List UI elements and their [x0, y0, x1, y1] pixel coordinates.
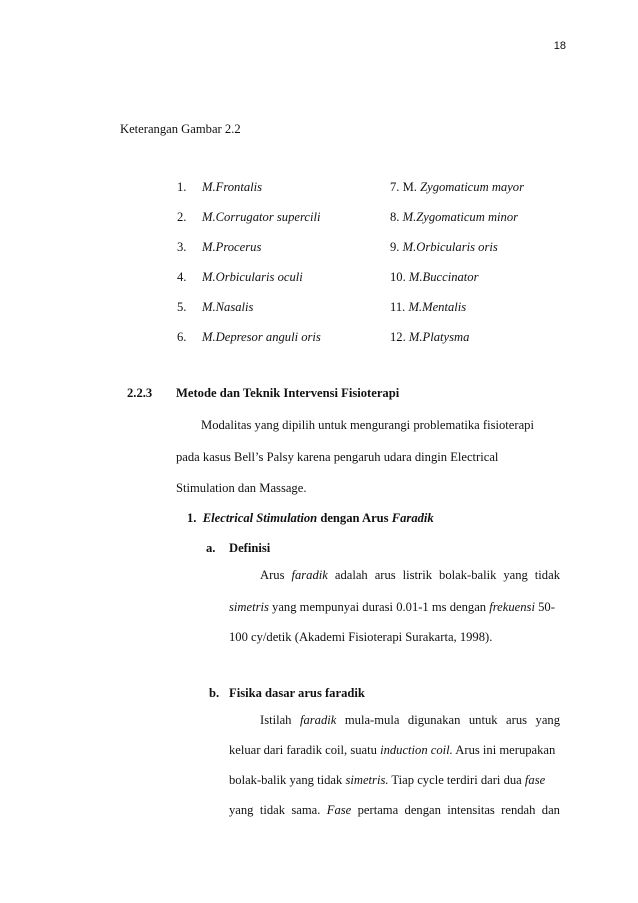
list-item-number: 1.: [177, 180, 187, 194]
paragraph-line: bolak-balik yang tidak simetris. Tiap cycle terdiri dari dua fase: [229, 773, 546, 787]
subsection-title-italic2: Faradik: [391, 511, 434, 525]
subsection-title-italic: Electrical Stimulation: [202, 511, 318, 525]
list-item-number: 9.: [390, 240, 400, 254]
paragraph-line: Stimulation dan Massage.: [176, 481, 307, 495]
list-item: M.Orbicularis oris: [402, 240, 498, 254]
item-label: a.: [206, 541, 216, 555]
section-number: 2.2.3: [127, 386, 153, 400]
list-item: M.Mentalis: [408, 300, 467, 314]
list-item: M.Corrugator supercili: [202, 210, 321, 224]
list-item-number: 12.: [390, 330, 406, 344]
list-item: M.Platysma: [408, 330, 470, 344]
list-item-number: 11.: [390, 300, 406, 314]
list-item-number: 8.: [390, 210, 400, 224]
subsection-title-text: dengan Arus: [317, 511, 392, 525]
list-item: M.Buccinator: [408, 270, 479, 284]
list-item-number: 10.: [390, 270, 406, 284]
list-item: M.Procerus: [202, 240, 262, 254]
list-item-number: 3.: [177, 240, 187, 254]
paragraph-line: Arus faradik adalah arus listrik bolak-balik yang tidak: [260, 568, 560, 582]
section-title: Metode dan Teknik Intervensi Fisioterapi: [176, 386, 400, 400]
subsection-heading: [187, 511, 434, 526]
list-item-number: 7. M.: [390, 180, 417, 194]
paragraph-line: simetris yang mempunyai durasi 0.01-1 ms dengan frekuensi 50-: [229, 600, 555, 614]
page-number: 18: [553, 40, 566, 52]
list-item-number: 5.: [177, 300, 187, 314]
item-title: Fisika dasar arus faradik: [229, 686, 365, 700]
paragraph-line: Istilah faradik mula-mula digunakan untuk arus yang: [260, 713, 560, 727]
list-item: M.Nasalis: [202, 300, 254, 314]
paragraph-line: Modalitas yang dipilih untuk mengurangi problematika fisioterapi: [201, 418, 534, 432]
item-title: Definisi: [229, 541, 271, 555]
paragraph-line: pada kasus Bell’s Palsy karena pengaruh udara dingin Electrical: [176, 450, 499, 464]
list-item-number: 4.: [177, 270, 187, 284]
list-item: M.Depresor anguli oris: [202, 330, 321, 344]
paragraph-line: keluar dari faradik coil, suatu induction coil. Arus ini merupakan: [229, 743, 556, 757]
figure-caption: Keterangan Gambar 2.2: [120, 122, 241, 136]
list-item: M.Orbicularis oculi: [202, 270, 303, 284]
paragraph-line: yang tidak sama. Fase pertama dengan intensitas rendah dan: [229, 803, 560, 817]
list-item-number: 6.: [177, 330, 187, 344]
list-item: M.Frontalis: [202, 180, 263, 194]
list-item-number: 2.: [177, 210, 187, 224]
subsection-number: 1.: [187, 511, 197, 525]
list-item: Zygomaticum mayor: [420, 180, 524, 194]
paragraph-line: 100 cy/detik (Akademi Fisioterapi Surakarta, 1998).: [229, 630, 493, 644]
list-item: M.Zygomaticum minor: [402, 210, 519, 224]
item-label: b.: [209, 686, 220, 700]
